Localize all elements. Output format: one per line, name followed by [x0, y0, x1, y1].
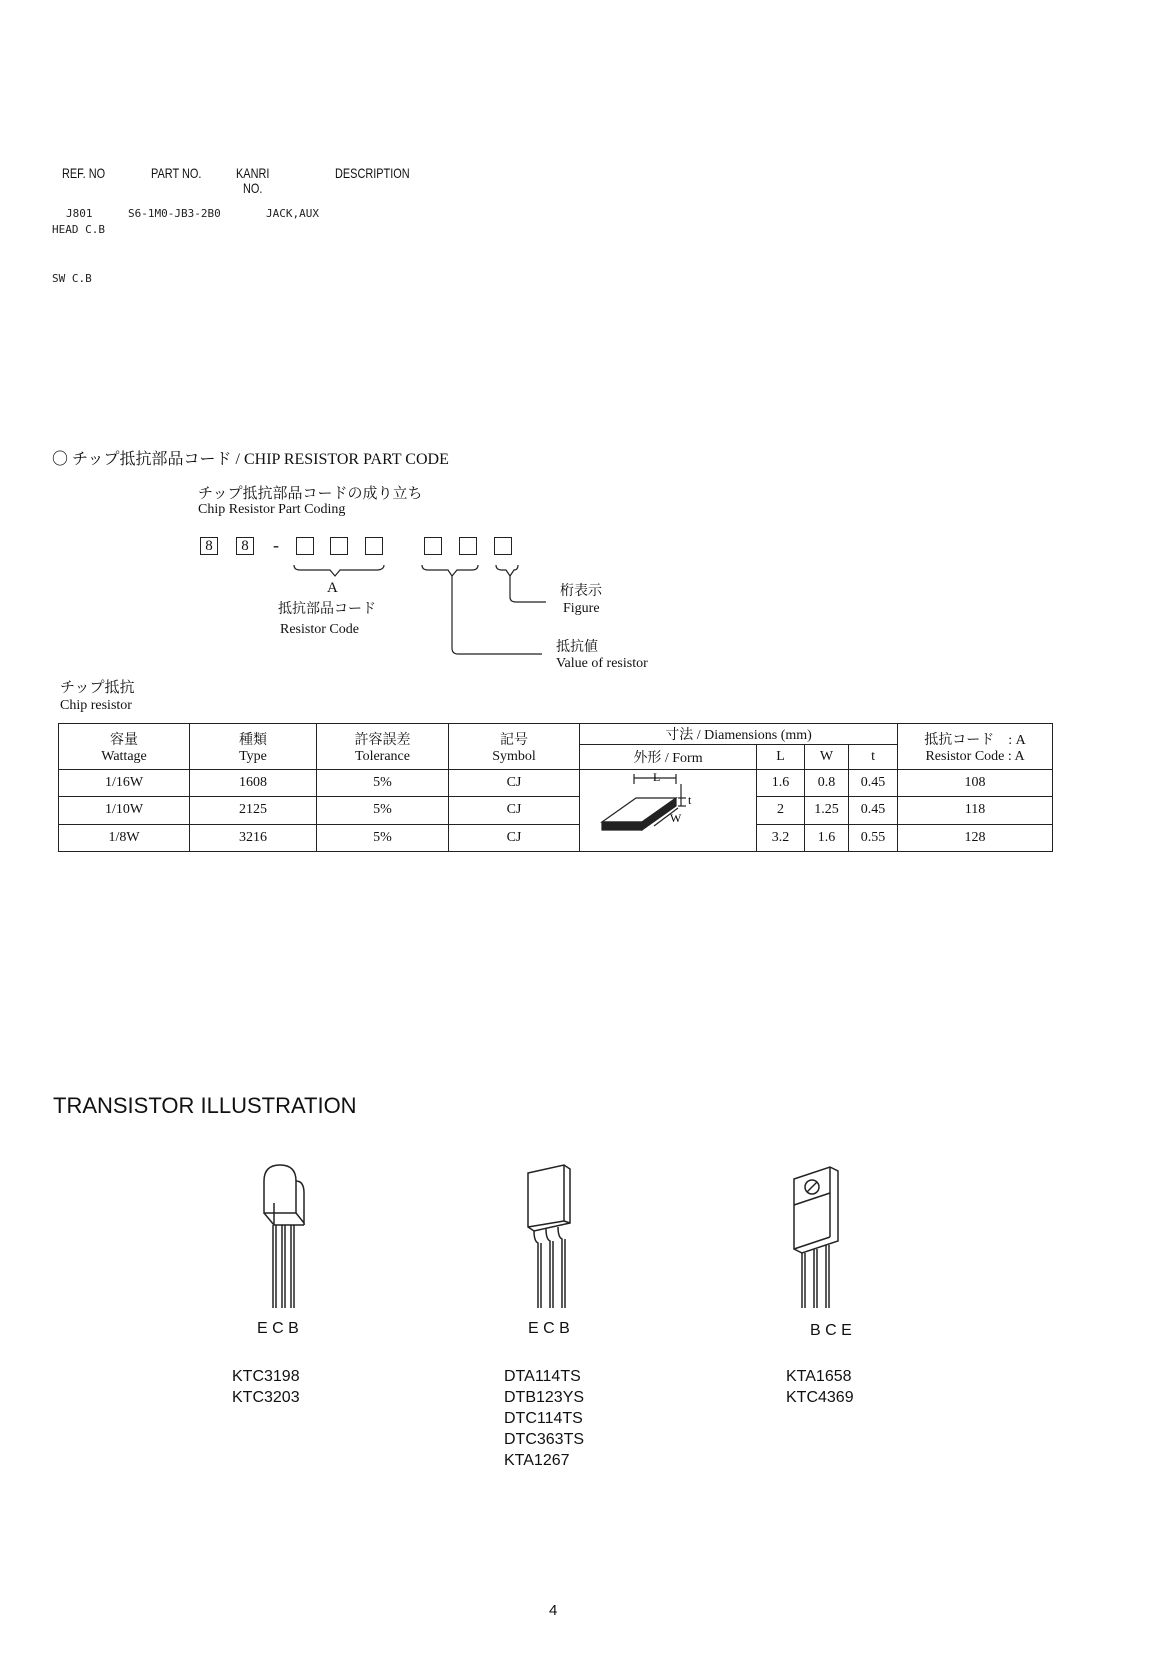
cell-t: 0.55: [849, 824, 898, 851]
coding-jp: チップ抵抗部品コードの成り立ち: [198, 486, 423, 502]
cell-tolerance: 5%: [317, 824, 449, 851]
cell-type: 3216: [190, 824, 317, 851]
diagram-label-t: t: [688, 793, 692, 807]
cell-type: 2125: [190, 797, 317, 824]
list-item: KTA1658: [786, 1368, 852, 1385]
cell-w: 1.6: [805, 824, 849, 851]
col-description: DESCRIPTION: [335, 165, 410, 181]
pins-group-3: B C E: [810, 1322, 852, 1339]
code-dash: -: [273, 535, 279, 555]
resistor-code-jp: 抵抗部品コード: [278, 602, 376, 617]
cell-l: 1.6: [757, 770, 805, 797]
sip-transistor-illustration: [520, 1163, 580, 1313]
chip-resistor-en: Chip resistor: [60, 698, 132, 713]
col-ref-no: REF. NO: [62, 165, 106, 181]
table-row: [59, 824, 1053, 851]
row-part: S6-1M0-JB3-2B0: [128, 207, 221, 220]
list-item: KTC3198: [232, 1368, 300, 1385]
cell-tolerance: 5%: [317, 797, 449, 824]
row-ref: J801: [66, 207, 93, 220]
list-item: DTA114TS: [504, 1368, 581, 1385]
header-type: 種類 Type: [190, 724, 317, 770]
list-item: DTB123YS: [504, 1389, 585, 1406]
page-number: 4: [549, 1602, 558, 1619]
chip-heading: 〇 チップ抵抗部品コード / CHIP RESISTOR PART CODE: [52, 451, 449, 468]
header-tolerance: 許容誤差 Tolerance: [317, 724, 449, 770]
coding-en: Chip Resistor Part Coding: [198, 502, 346, 517]
cell-symbol: CJ: [449, 797, 580, 824]
part-list-group-1: [232, 1366, 300, 1408]
value-jp: 抵抗値: [556, 640, 598, 655]
cell-wattage: 1/8W: [59, 824, 190, 851]
header-w: W: [805, 745, 849, 770]
cell-w: 1.25: [805, 797, 849, 824]
chip-resistor-jp: チップ抵抗: [60, 680, 135, 696]
pins-group-2: E C B: [528, 1320, 570, 1337]
digit-box-2: 8: [236, 537, 254, 555]
header-form: 外形 / Form: [580, 745, 757, 770]
table-row: [59, 770, 1053, 797]
cell-l: 3.2: [757, 824, 805, 851]
col-kanri-no: NO.: [243, 180, 263, 196]
list-item: DTC114TS: [504, 1410, 583, 1427]
cell-code: 118: [898, 797, 1053, 824]
section-sw-cb: SW C.B: [52, 272, 92, 285]
col-part-no: PART NO.: [151, 165, 202, 181]
part-list-group-2: [504, 1366, 584, 1471]
digit-box-1: 8: [200, 537, 218, 555]
cell-symbol: CJ: [449, 824, 580, 851]
to92-transistor-illustration: [256, 1163, 312, 1313]
cell-tolerance: 5%: [317, 770, 449, 797]
col-kanri: KANRI: [236, 165, 270, 181]
list-item: KTA1267: [504, 1452, 570, 1469]
part-list-group-3: [786, 1366, 854, 1408]
header-l: L: [757, 745, 805, 770]
header-symbol: 記号 Symbol: [449, 724, 580, 770]
cell-t: 0.45: [849, 797, 898, 824]
chip-form-diagram: [580, 770, 756, 846]
value-en: Value of resistor: [556, 656, 648, 671]
list-item: DTC363TS: [504, 1431, 585, 1448]
cell-form-diagram: [580, 770, 757, 852]
diagram-label-w: W: [670, 811, 682, 825]
resistor-code-en: Resistor Code: [280, 622, 359, 637]
section-head-cb: HEAD C.B: [52, 223, 105, 236]
cell-l: 2: [757, 797, 805, 824]
cell-t: 0.45: [849, 770, 898, 797]
header-resistor-code: 抵抗コード : A Resistor Code : A: [898, 724, 1053, 770]
cell-wattage: 1/16W: [59, 770, 190, 797]
transistor-title: TRANSISTOR ILLUSTRATION: [53, 1093, 357, 1118]
cell-type: 1608: [190, 770, 317, 797]
label-a: A: [327, 580, 338, 596]
chip-resistor-table: [58, 723, 1053, 852]
cell-code: 128: [898, 824, 1053, 851]
table-row: [59, 797, 1053, 824]
cell-symbol: CJ: [449, 770, 580, 797]
table-header-row-1: [59, 724, 1053, 745]
header-dimensions: 寸法 / Diamensions (mm): [580, 724, 898, 745]
pins-group-1: E C B: [257, 1320, 299, 1337]
cell-w: 0.8: [805, 770, 849, 797]
list-item: KTC3203: [232, 1389, 300, 1406]
row-desc: JACK,AUX: [266, 207, 319, 220]
list-item: KTC4369: [786, 1389, 854, 1406]
header-wattage: 容量 Wattage: [59, 724, 190, 770]
cell-wattage: 1/10W: [59, 797, 190, 824]
to220-transistor-illustration: [786, 1163, 850, 1313]
figure-en: Figure: [563, 601, 600, 616]
cell-code: 108: [898, 770, 1053, 797]
figure-jp: 桁表示: [560, 584, 602, 599]
header-t: t: [849, 745, 898, 770]
diagram-label-l: L: [653, 770, 661, 784]
